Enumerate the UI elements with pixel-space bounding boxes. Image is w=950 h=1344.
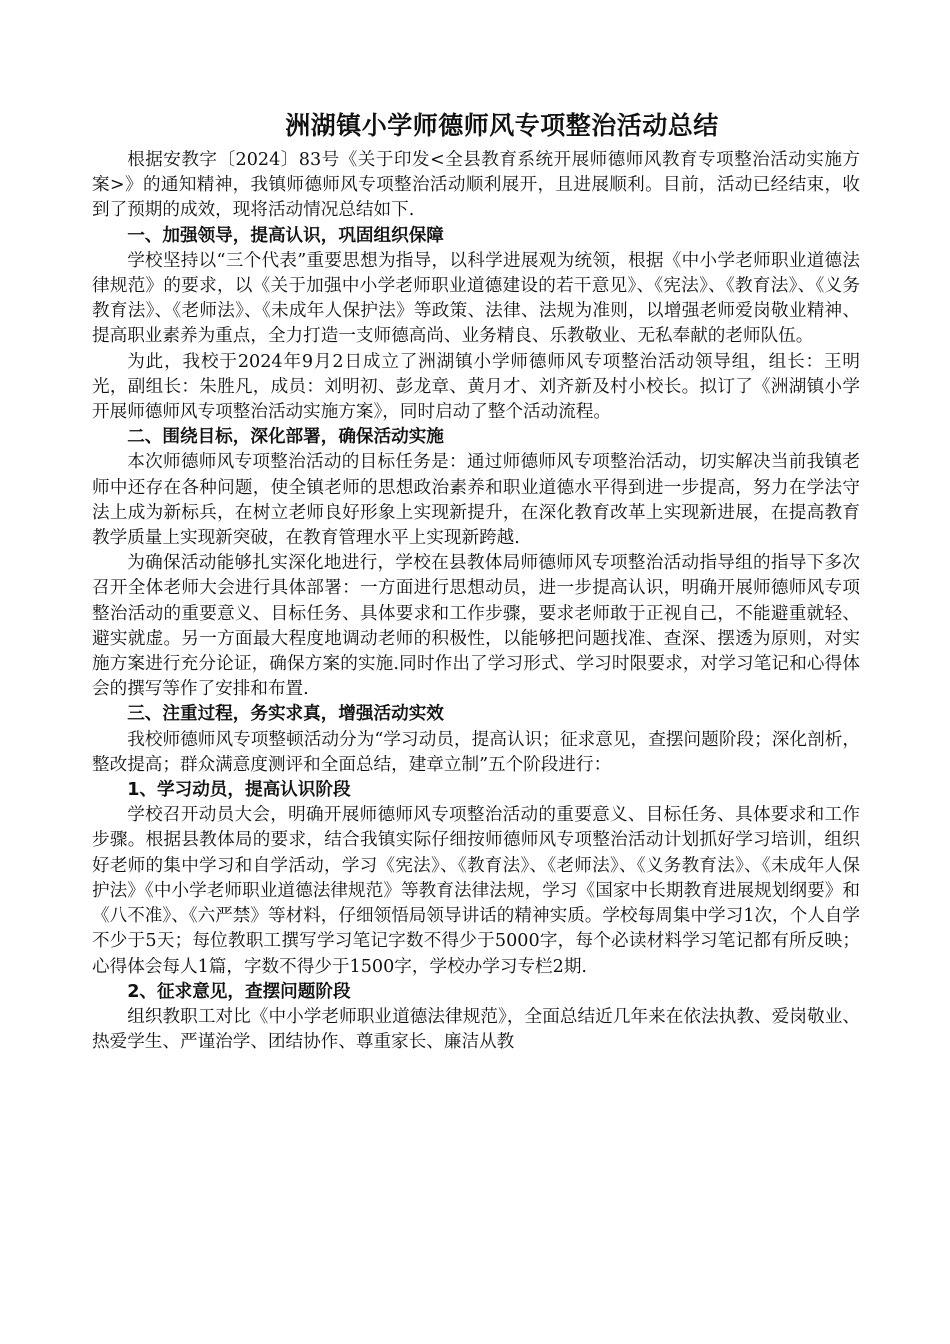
section-heading-2: 二、围绕目标，深化部署，确保活动实施: [127, 427, 444, 448]
subsection-heading-2: 2、征求意见，查摆问题阶段: [127, 981, 351, 1002]
paragraph-leadership-group: 为此，我校于2024年9月2日成立了洲湖镇小学师德师风专项整治活动领导组，组长：王明光，副组长：朱胜凡，成员：刘明初、彭龙章、黄月才、刘齐新及村小校长。拟订了《洲湖镇小学开展师德师风专项整治活动实施方案》，同时启动了整个活动流程。: [92, 351, 860, 423]
document-page: [92, 104, 860, 1055]
paragraph-soliciting-opinions: 组织教职工对比《中小学老师职业道德法律规范》，全面总结近几年来在依法执教、爱岗敬业、热爱学生、严谨治学、团结协作、尊重家长、廉洁从教: [92, 1006, 860, 1053]
paragraph-deployment: 为确保活动能够扎实深化地进行，学校在县教体局师德师风专项整治活动指导组的指导下多次召开全体老师大会进行具体部署：一方面进行思想动员，进一步提高认识，明确开展师德师风专项整治活动的重要意义、目标任务、具体要求和工作步骤，要求老师敢于正视自己，不能避重就轻、避实就虚。另一方面最大程度地调动老师的积极性，以能够把问题找准、查深、摆透为原则，对实施方案进行充分论证，确保方案的实施.同时作出了学习形式、学习时限要求，对学习笔记和心得体会的撰写等作了安排和布置.: [92, 553, 860, 700]
section-heading-1: 一、加强领导，提高认识，巩固组织保障: [127, 225, 444, 246]
subsection-heading-1: 1、学习动员，提高认识阶段: [127, 780, 351, 801]
section-heading-3: 三、注重过程，务实求真，增强活动实效: [127, 704, 444, 725]
paragraph-stages: 我校师德师风专项整顿活动分为“学习动员，提高认识；征求意见，查摆问题阶段；深化剖析，整改提高；群众满意度测评和全面总结，建章立制”五个阶段进行：: [92, 729, 860, 775]
paragraph-guiding-principles: 学校坚持以“三个代表”重要思想为指导，以科学进展观为统领，根据《中小学老师职业道德法律规范》的要求，以《关于加强中小学老师职业道德建设的若干意见》、《宪法》、《教育法》、《义务教育法》、《老师法》、《未成年人保护法》等政策、法律、法规为准则，以增强老师爱岗敬业精神、提高职业素养为重点，全力打造一支师德高尚、业务精良、乐教敬业、无私奉献的老师队伍。: [92, 250, 860, 347]
document-title: 洲湖镇小学师德师风专项整治活动总结: [285, 111, 719, 140]
paragraph-intro: 根据安教字〔2024〕83号《关于印发<全县教育系统开展师德师风教育专项整治活动实施方案>》的通知精神，我镇师德师风专项整治活动顺利展开，且进展顺利。目前，活动已经结束，收到了预期的成效，现将活动情况总结如下.: [92, 150, 860, 221]
paragraph-study-mobilization: 学校召开动员大会，明确开展师德师风专项整治活动的重要意义、目标任务、具体要求和工作步骤。根据县教体局的要求，结合我镇实际仔细按师德师风专项整治活动计划抓好学习培训，组织好老师的集中学习和自学活动，学习《宪法》、《教育法》、《老师法》、《义务教育法》、《未成年人保护法》《中小学老师职业道德法律规范》等教育法律法规，学习《国家中长期教育进展规划纲要》和《八不准》、《六严禁》等材料，仔细领悟局领导讲话的精神实质。学校每周集中学习1次，个人自学不少于5天；每位教职工撰写学习笔记字数不得少于5000字，每个必读材料学习笔记都有所反映；心得体会每人1篇，字数不得少于1500字，学校办学习专栏2期.: [92, 805, 860, 977]
document-body: [92, 148, 860, 1055]
paragraph-goals: 本次师德师风专项整治活动的目标任务是：通过师德师风专项整治活动，切实解决当前我镇老师中还存在各种问题，使全镇老师的思想政治素养和职业道德水平得到进一步提高，努力在学法守法上成为新标兵，在树立老师良好形象上实现新提升，在深化教育改革上实现新进展，在提高教育教学质量上实现新突破，在教育管理水平上实现新跨越.: [92, 452, 860, 549]
